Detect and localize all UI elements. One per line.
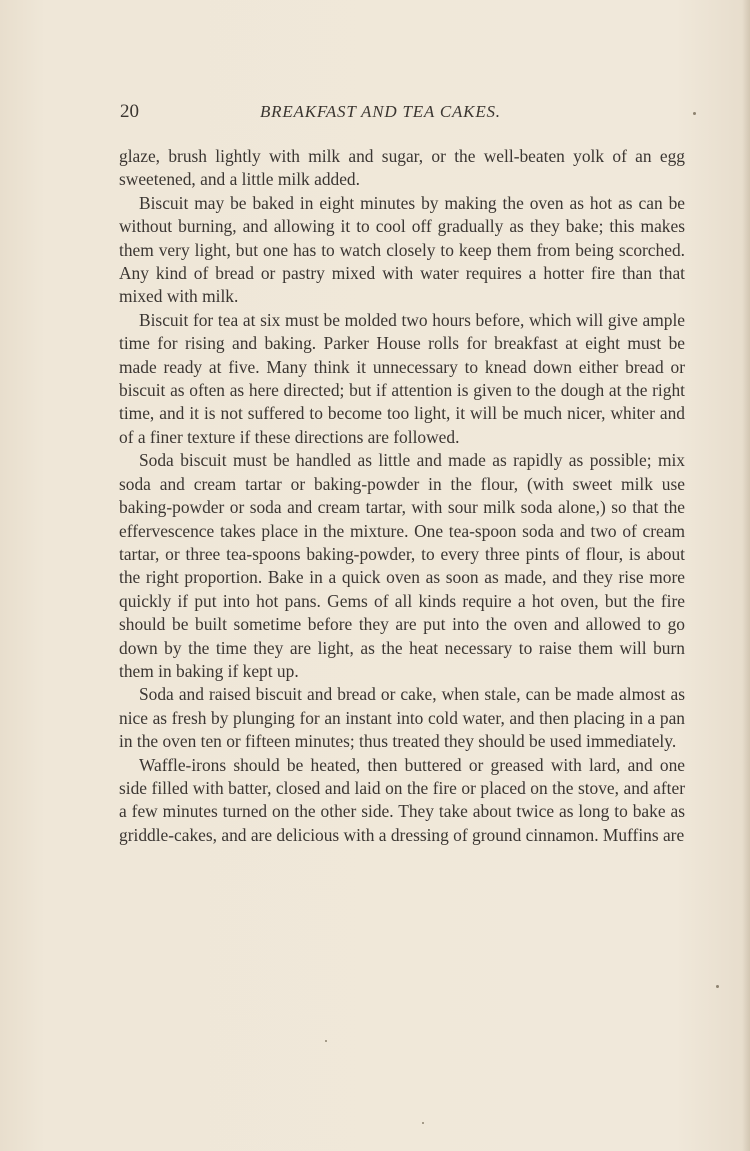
paragraph-stale-bread: Soda and raised biscuit and bread or cake, when stale, can be made almost as nice as fresh by plunging for an instant into cold water, and then placing in a pan in the oven ten or fifteen minutes; thus treated they should be used immediately. [119,684,685,752]
body-text [119,145,685,847]
paper-speck [325,1040,327,1042]
running-head [120,101,686,125]
paragraph-biscuit-for-tea: Biscuit for tea at six must be molded two hours before, which will give ample time for rising and baking. Parker House rolls for breakfast at eight must be made ready at five. Many think it unnecessary to knead down either bread or biscuit as often as here directed; but if attention is given to the dough at the right time, and it is not suffered to become too light, it will be much nicer, whiter and of a finer texture if these directions are followed. [119,309,685,447]
page-number: 20 [120,101,139,122]
page-edge-shadow [742,0,750,1151]
paragraph-soda-biscuit: Soda biscuit must be handled as little and made as rapidly as possible; mix soda and cream tartar or baking-powder in the flour, (with sweet milk use baking-powder or soda and cream tartar, with sour milk soda alone,) so that the effervescence takes place in the mixture. One tea-spoon soda and two of cream tartar, or three tea-spoons baking-powder, to every three pints of flour, is about the right proportion. Bake in a quick oven as soon as made, and they rise more quickly if put into hot pans. Gems of all kinds require a hot oven, but the fire should be built sometime before they are put into the oven and allowed to go down by the time they are light, as the heat necessary to raise them will burn them in baking if kept up. [119,450,685,681]
running-head-title: BREAKFAST AND TEA CAKES. [260,102,501,121]
paragraph-biscuit-baking: Biscuit may be baked in eight minutes by making the oven as hot as can be without burning, and allowing it to cool off gradually as they bake; this makes them very light, but one has to watch closely to keep them from being scorched. Any kind of bread or pastry mixed with water requires a hotter fire than that mixed with milk. [119,192,685,307]
paper-speck [716,985,719,988]
paragraph-waffle-irons: Waffle-irons should be heated, then buttered or greased with lard, and one side filled with batter, closed and laid on the fire or placed on the stove, and after a few minutes turned on the other side. They take about twice as long to bake as griddle-cakes, and are delicious with a dressing of ground cinnamon. Muffins are [119,754,685,845]
paragraph-continued: glaze, brush lightly with milk and sugar, or the well-beaten yolk of an egg sweetened, and a little milk added. [119,146,685,190]
paper-speck [422,1122,424,1124]
paper-speck [693,112,696,115]
